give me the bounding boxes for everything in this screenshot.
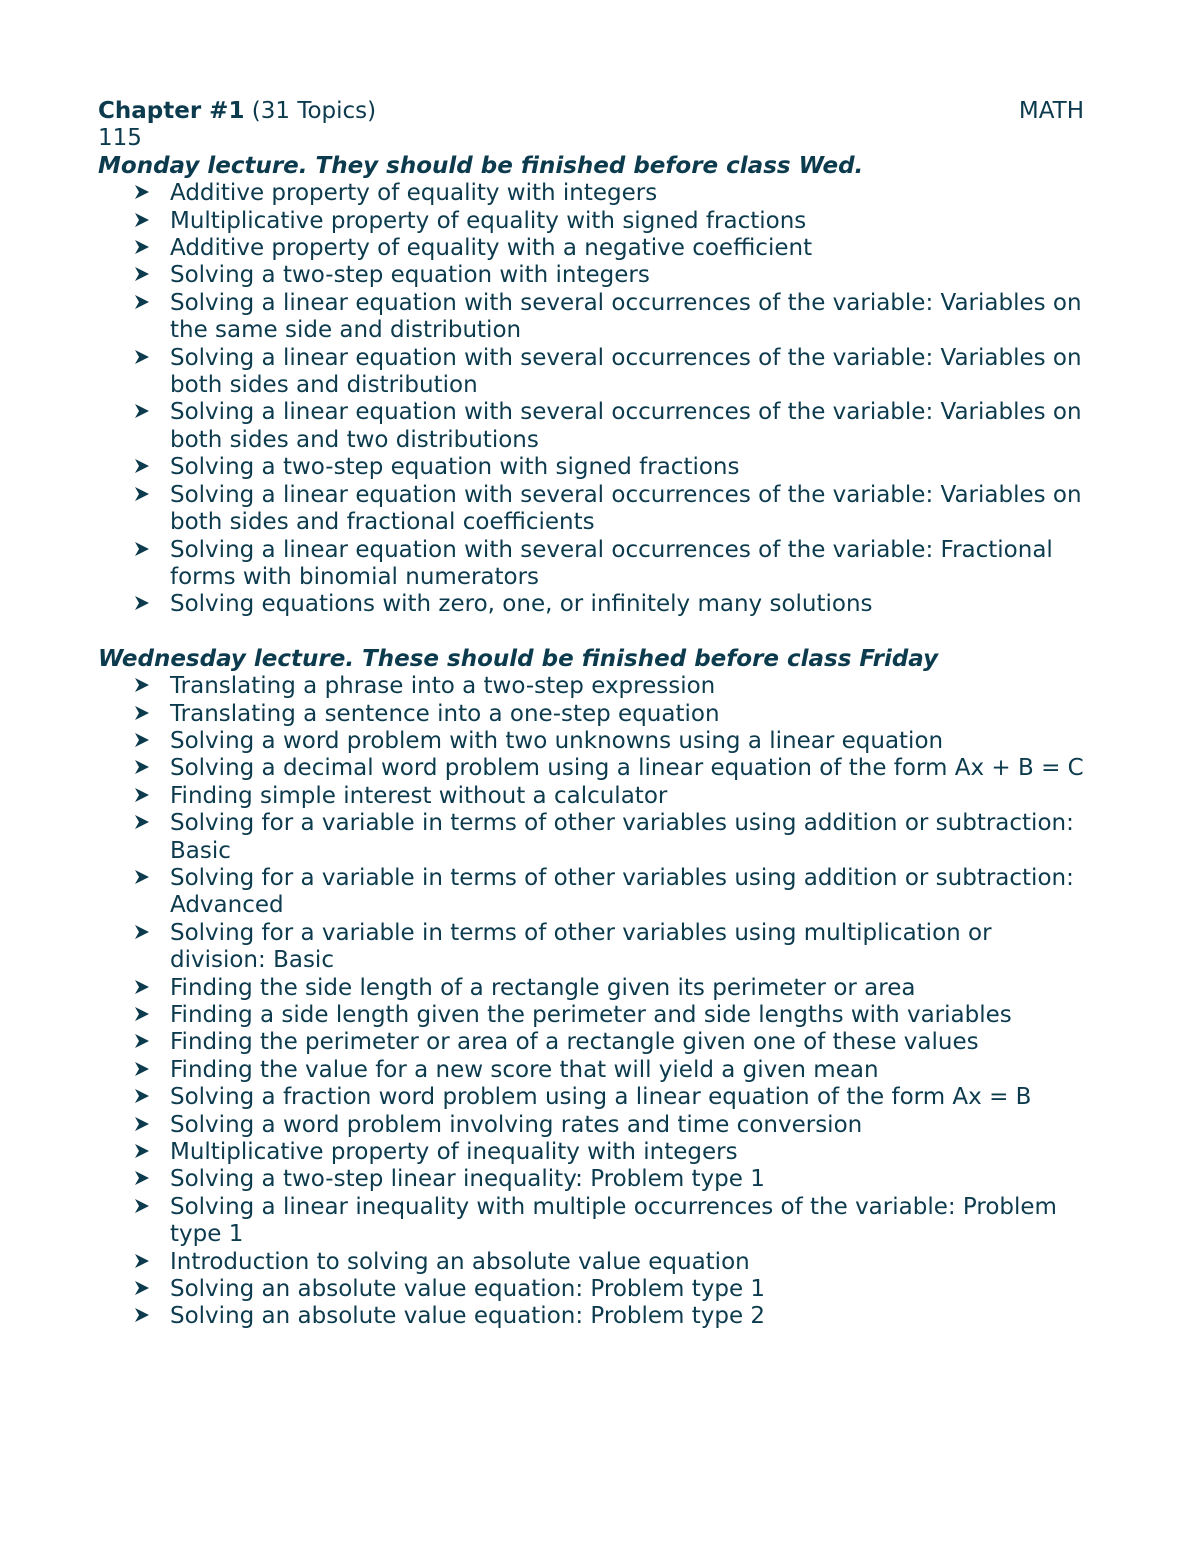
topic-label: Finding the value for a new score that will yield a given mean xyxy=(170,1056,879,1083)
arrowhead-bullet-icon xyxy=(134,482,152,509)
topic-list-item xyxy=(98,482,1098,537)
topic-list-item xyxy=(98,810,1098,865)
topic-list-item xyxy=(98,673,1098,700)
topic-label: Solving a linear equation with several occurrences of the variable: Fractional forms with binomial numerators xyxy=(170,536,1053,590)
arrowhead-bullet-icon xyxy=(134,673,152,700)
arrowhead-bullet-icon xyxy=(134,262,152,289)
topic-list-item xyxy=(98,975,1098,1002)
topic-list-item xyxy=(98,1002,1098,1029)
arrowhead-bullet-icon xyxy=(134,1249,152,1276)
topic-list-item xyxy=(98,399,1098,454)
arrowhead-bullet-icon xyxy=(134,1112,152,1139)
arrowhead-bullet-icon xyxy=(134,1166,152,1193)
topic-label: Solving a word problem involving rates and time conversion xyxy=(170,1111,863,1138)
arrowhead-bullet-icon xyxy=(134,1084,152,1111)
topic-list-item xyxy=(98,1276,1098,1303)
arrowhead-bullet-icon xyxy=(134,537,152,564)
topic-list-item xyxy=(98,1194,1098,1249)
topic-label: Solving for a variable in terms of other variables using multiplication or division: Basic xyxy=(170,919,992,974)
topic-list-item xyxy=(98,755,1098,782)
topic-list-wednesday xyxy=(98,673,1098,1331)
arrowhead-bullet-icon xyxy=(134,975,152,1002)
topic-list-item xyxy=(98,454,1098,481)
topic-list-item xyxy=(98,235,1098,262)
arrowhead-bullet-icon xyxy=(134,1303,152,1330)
arrowhead-bullet-icon xyxy=(134,701,152,728)
topic-label: Solving a linear equation with several occurrences of the variable: Variables on both sides and two distributions xyxy=(170,399,1082,453)
topic-label: Solving an absolute value equation: Problem type 2 xyxy=(170,1303,766,1330)
course-number: 115 xyxy=(98,125,142,152)
arrowhead-bullet-icon xyxy=(134,345,152,372)
topic-list-item xyxy=(98,537,1098,592)
topic-label: Finding the side length of a rectangle given its perimeter or area xyxy=(170,974,916,1001)
arrowhead-bullet-icon xyxy=(134,591,152,618)
topic-label: Solving a linear equation with several occurrences of the variable: Variables on both sides and distribution xyxy=(170,344,1082,399)
arrowhead-bullet-icon xyxy=(134,755,152,782)
topic-label: Additive property of equality with a negative coefficient xyxy=(170,235,813,262)
topic-list-item xyxy=(98,701,1098,728)
arrowhead-bullet-icon xyxy=(134,920,152,947)
arrowhead-bullet-icon xyxy=(134,1029,152,1056)
topic-label: Solving a two-step equation with signed fractions xyxy=(170,454,740,481)
document-page xyxy=(98,98,1098,1331)
arrowhead-bullet-icon xyxy=(134,235,152,262)
topic-label: Translating a sentence into a one-step equation xyxy=(170,700,720,727)
topic-label: Multiplicative property of inequality with integers xyxy=(170,1139,738,1166)
course-code: MATH xyxy=(1018,98,1084,124)
topic-label: Solving a two-step linear inequality: Problem type 1 xyxy=(170,1166,765,1193)
topic-list-item xyxy=(98,591,1098,618)
topic-list-item xyxy=(98,1029,1098,1056)
arrowhead-bullet-icon xyxy=(134,399,152,426)
topic-label: Solving a two-step equation with integers xyxy=(170,262,650,289)
topic-list-item xyxy=(98,728,1098,755)
topic-list-item xyxy=(98,1084,1098,1111)
topic-label: Solving a linear equation with several occurrences of the variable: Variables on the same side and distribution xyxy=(170,289,1082,344)
arrowhead-bullet-icon xyxy=(134,865,152,892)
section-wednesday xyxy=(98,646,1098,1331)
topic-label: Solving a decimal word problem using a linear equation of the form Ax + B = C xyxy=(170,755,1084,782)
topic-label: Finding the perimeter or area of a rectangle given one of these values xyxy=(170,1029,979,1056)
arrowhead-bullet-icon xyxy=(134,783,152,810)
topic-list-item xyxy=(98,1249,1098,1276)
topic-label: Solving an absolute value equation: Problem type 1 xyxy=(170,1276,766,1303)
arrowhead-bullet-icon xyxy=(134,1139,152,1166)
topic-list-item xyxy=(98,345,1098,400)
topic-label: Solving a linear inequality with multiple occurrences of the variable: Problem type 1 xyxy=(170,1193,1057,1248)
topic-list-item xyxy=(98,1057,1098,1084)
topic-label: Solving for a variable in terms of other variables using addition or subtraction: Advanced xyxy=(170,864,1074,919)
topic-label: Translating a phrase into a two-step expression xyxy=(170,673,716,700)
topic-count: (31 Topics) xyxy=(251,98,377,124)
arrowhead-bullet-icon xyxy=(134,810,152,837)
arrowhead-bullet-icon xyxy=(134,1194,152,1221)
topic-list-item xyxy=(98,1166,1098,1193)
arrowhead-bullet-icon xyxy=(134,1002,152,1029)
arrowhead-bullet-icon xyxy=(134,208,152,235)
arrowhead-bullet-icon xyxy=(134,290,152,317)
arrowhead-bullet-icon xyxy=(134,454,152,481)
topic-list-item xyxy=(98,208,1098,235)
topic-list-item xyxy=(98,262,1098,289)
topic-list-item xyxy=(98,1112,1098,1139)
arrowhead-bullet-icon xyxy=(134,180,152,207)
topic-label: Solving equations with zero, one, or infinitely many solutions xyxy=(170,591,873,618)
document-header xyxy=(98,98,1098,125)
topic-label: Multiplicative property of equality with signed fractions xyxy=(170,207,807,234)
topic-list-item xyxy=(98,783,1098,810)
topic-label: Solving a fraction word problem using a linear equation of the form Ax = B xyxy=(170,1084,1032,1111)
topic-list-item xyxy=(98,180,1098,207)
arrowhead-bullet-icon xyxy=(134,728,152,755)
topic-label: Solving a linear equation with several occurrences of the variable: Variables on both sides and fractional coefficients xyxy=(170,481,1082,536)
topic-list-item xyxy=(98,865,1098,920)
section-title-wednesday: Wednesday lecture. These should be finished before class Friday xyxy=(98,645,939,672)
section-spacer xyxy=(98,619,1098,646)
arrowhead-bullet-icon xyxy=(134,1057,152,1084)
topic-label: Additive property of equality with integers xyxy=(170,180,658,207)
topic-list-item xyxy=(98,1303,1098,1330)
section-title-monday: Monday lecture. They should be finished before class Wed. xyxy=(98,152,864,179)
topic-list-item xyxy=(98,920,1098,975)
chapter-title: Chapter #1 xyxy=(98,98,245,124)
topic-list-item xyxy=(98,1139,1098,1166)
topic-list-item xyxy=(98,290,1098,345)
topic-label: Introduction to solving an absolute value equation xyxy=(170,1248,750,1275)
topic-label: Solving a word problem with two unknowns using a linear equation xyxy=(170,727,944,754)
topic-label: Finding simple interest without a calculator xyxy=(170,782,668,809)
topic-label: Solving for a variable in terms of other variables using addition or subtraction: Basic xyxy=(170,810,1074,864)
topic-list-monday xyxy=(98,180,1098,619)
arrowhead-bullet-icon xyxy=(134,1276,152,1303)
section-monday xyxy=(98,153,1098,619)
topic-label: Finding a side length given the perimeter and side lengths with variables xyxy=(170,1002,1012,1028)
